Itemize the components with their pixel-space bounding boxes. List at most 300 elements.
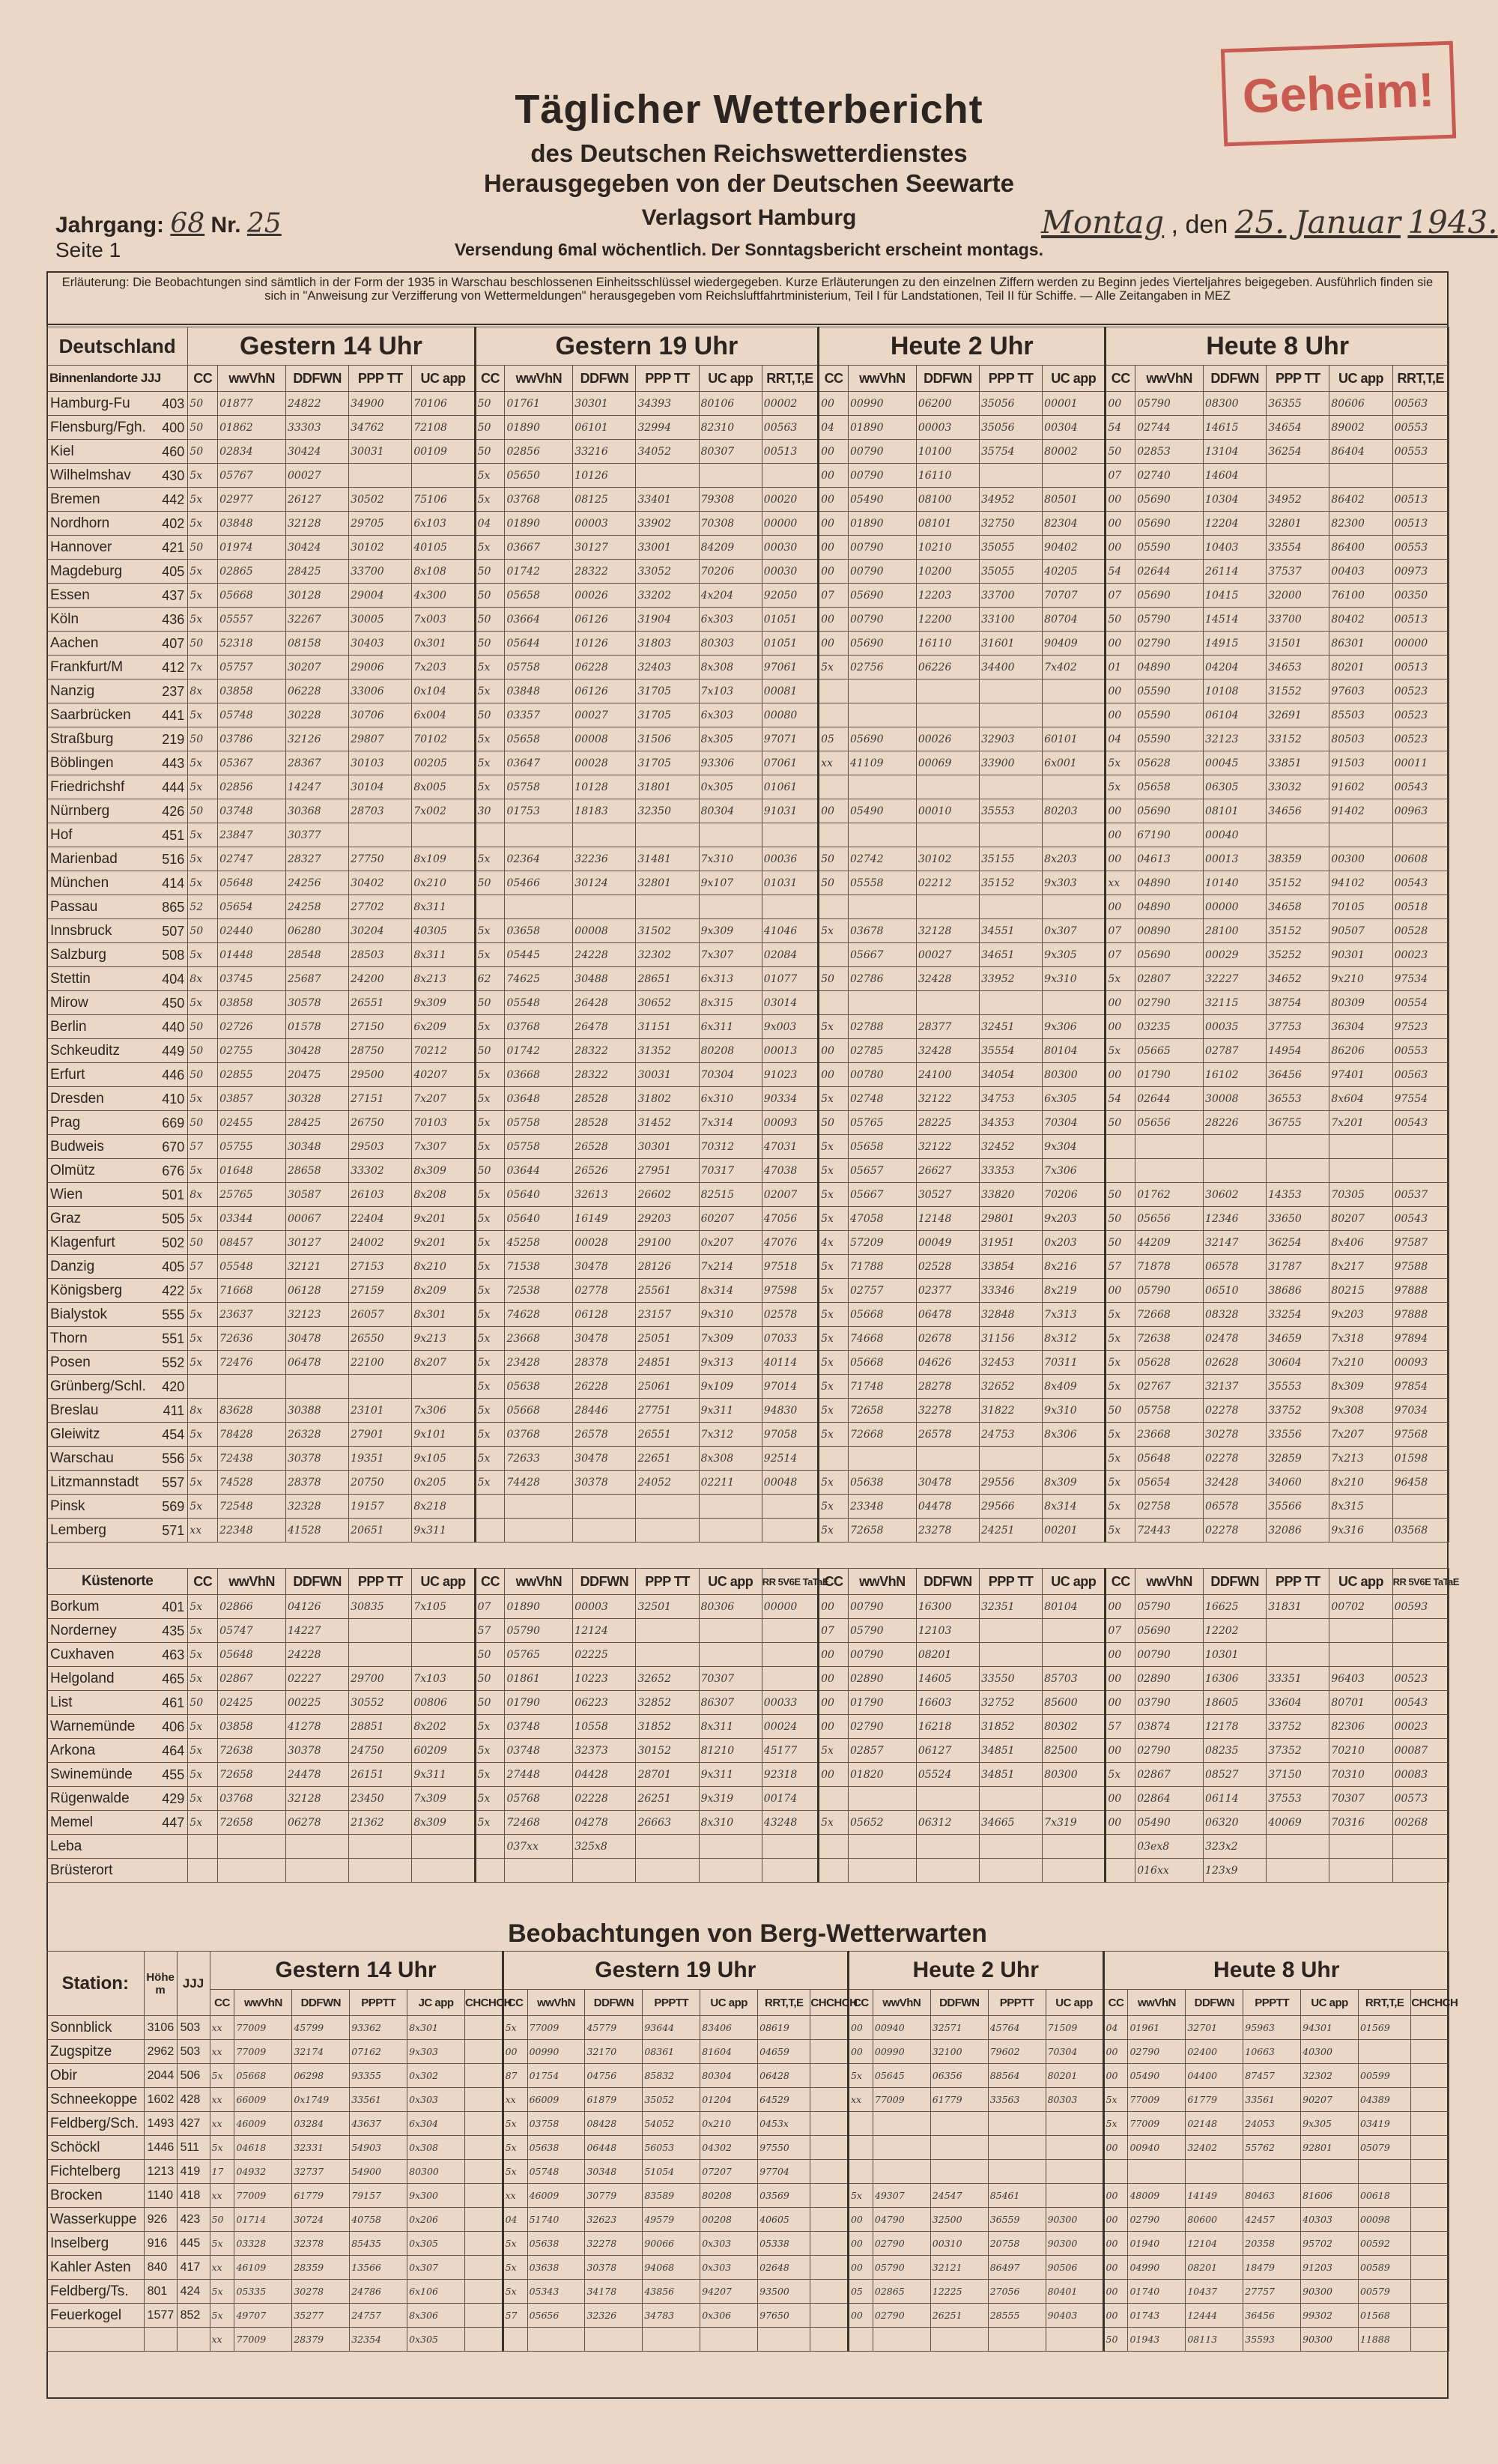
observation-value: 91602 bbox=[1329, 775, 1392, 799]
observation-value: 10415 bbox=[1204, 584, 1267, 608]
observation-value: 32373 bbox=[573, 1739, 636, 1763]
observation-value: 06226 bbox=[916, 656, 979, 679]
observation-value: 26750 bbox=[349, 1111, 412, 1135]
observation-value: 16110 bbox=[916, 632, 979, 656]
mountain-observation-value: 94068 bbox=[643, 2256, 700, 2280]
mountain-observation-value bbox=[1411, 2136, 1449, 2160]
observation-value bbox=[762, 1643, 818, 1667]
observation-value bbox=[286, 1375, 349, 1399]
observation-value: 9x310 bbox=[699, 1303, 762, 1327]
mountain-observation-value: 00599 bbox=[1359, 2064, 1411, 2088]
separator-cell bbox=[636, 1543, 699, 1569]
observation-value: 16300 bbox=[916, 1595, 979, 1619]
observation-value: 8x bbox=[188, 967, 218, 991]
mountain-observation-value: 01204 bbox=[700, 2088, 758, 2112]
mountain-observation-value: 24547 bbox=[930, 2184, 988, 2208]
station-jjj: 417 bbox=[177, 2256, 210, 2280]
observation-value: 05367 bbox=[218, 751, 286, 775]
column-header: UC app bbox=[412, 1569, 475, 1595]
observation-value: 81210 bbox=[699, 1739, 762, 1763]
column-header: RR 5V6E TaTaE bbox=[1392, 1569, 1449, 1595]
observation-value: 01051 bbox=[762, 632, 818, 656]
observation-value: 80302 bbox=[1043, 1715, 1106, 1739]
observation-value: 22100 bbox=[349, 1351, 412, 1375]
observation-value: 02977 bbox=[218, 488, 286, 512]
observation-value: 10301 bbox=[1204, 1643, 1267, 1667]
nr-value: 25 bbox=[246, 208, 282, 239]
berg-column-header: PPPTT bbox=[643, 1990, 700, 2016]
mountain-observation-value: 02790 bbox=[1128, 2040, 1186, 2064]
observation-value: 8x109 bbox=[412, 847, 475, 871]
observation-value: 5x bbox=[475, 943, 505, 967]
observation-value: 12178 bbox=[1204, 1715, 1267, 1739]
mountain-observation-value: 20358 bbox=[1243, 2232, 1301, 2256]
station-row bbox=[47, 1111, 1449, 1135]
observation-value: 00003 bbox=[916, 416, 979, 440]
observation-value: 00523 bbox=[1392, 1667, 1449, 1691]
observation-value bbox=[1043, 991, 1106, 1015]
mountain-observation-value: 33561 bbox=[1243, 2088, 1301, 2112]
separator-cell bbox=[218, 1543, 286, 1569]
column-header: wwVhN bbox=[849, 1569, 917, 1595]
observation-value: 8x311 bbox=[699, 1715, 762, 1739]
mountain-observation-value: 14149 bbox=[1186, 2184, 1243, 2208]
observation-value: 29100 bbox=[636, 1231, 699, 1255]
observation-value: 91503 bbox=[1329, 751, 1392, 775]
column-header: DDFWN bbox=[1204, 366, 1267, 392]
station-name-cell bbox=[47, 1787, 188, 1811]
observation-value: 33700 bbox=[980, 584, 1043, 608]
mountain-observation-value: 32402 bbox=[1186, 2136, 1243, 2160]
observation-value: 30424 bbox=[286, 440, 349, 464]
mountain-station-name: Feldberg/Sch. bbox=[47, 2112, 145, 2136]
station-name: Kiel bbox=[50, 443, 74, 459]
observation-value: 5x bbox=[819, 1087, 849, 1111]
group-header-heute8: Heute 8 Uhr bbox=[1106, 327, 1449, 366]
station-altitude: 2962 bbox=[144, 2040, 177, 2064]
observation-value: 8x315 bbox=[1329, 1495, 1392, 1519]
observation-value: 5x bbox=[188, 1715, 218, 1739]
observation-value bbox=[762, 1667, 818, 1691]
observation-value: 80306 bbox=[699, 1595, 762, 1619]
observation-value: 02278 bbox=[1204, 1519, 1267, 1543]
observation-value: 8x314 bbox=[1043, 1495, 1106, 1519]
observation-value: 00518 bbox=[1392, 895, 1449, 919]
mountain-observation-value: 80208 bbox=[700, 2184, 758, 2208]
mountain-observation-value: 80304 bbox=[700, 2064, 758, 2088]
mountain-observation-value: 90403 bbox=[1046, 2304, 1103, 2328]
observation-value: 24002 bbox=[349, 1231, 412, 1255]
observation-value: 05767 bbox=[218, 464, 286, 488]
observation-value: 5x bbox=[475, 1111, 505, 1135]
observation-value: 00109 bbox=[412, 440, 475, 464]
observation-value: 03344 bbox=[218, 1207, 286, 1231]
station-name-cell bbox=[47, 1135, 188, 1159]
observation-value: 05690 bbox=[1135, 584, 1204, 608]
observation-value: 00 bbox=[819, 512, 849, 536]
observation-value: 00563 bbox=[1392, 1063, 1449, 1087]
observation-value: 32652 bbox=[980, 1375, 1043, 1399]
mountain-observation-value: 0x210 bbox=[700, 2112, 758, 2136]
observation-value: 05648 bbox=[1135, 1447, 1204, 1471]
observation-value bbox=[1267, 464, 1329, 488]
observation-value: 28126 bbox=[636, 1255, 699, 1279]
observation-value: 00 bbox=[1106, 1787, 1135, 1811]
observation-value: 00174 bbox=[762, 1787, 818, 1811]
mountain-observation-value: 04 bbox=[503, 2208, 527, 2232]
mountain-observation-value: 45764 bbox=[988, 2016, 1046, 2040]
observation-value: 06228 bbox=[286, 679, 349, 703]
berg-column-header: DDFWN bbox=[930, 1990, 988, 2016]
observation-value: 8x213 bbox=[412, 967, 475, 991]
observation-value: 03786 bbox=[218, 727, 286, 751]
column-header: wwVhN bbox=[218, 366, 286, 392]
observation-value bbox=[849, 703, 917, 727]
observation-value: 05690 bbox=[849, 727, 917, 751]
station-name: Böblingen bbox=[50, 754, 114, 771]
observation-value: 10140 bbox=[1204, 871, 1267, 895]
mountain-observation-value: 04400 bbox=[1186, 2064, 1243, 2088]
mountain-observation-value: 07207 bbox=[700, 2160, 758, 2184]
observation-value bbox=[349, 823, 412, 847]
observation-value: 02890 bbox=[1135, 1667, 1204, 1691]
mountain-observation-value: 5x bbox=[210, 2064, 234, 2088]
observation-value bbox=[573, 895, 636, 919]
station-name-cell bbox=[47, 1327, 188, 1351]
observation-value: 04626 bbox=[916, 1351, 979, 1375]
observation-value: 00003 bbox=[573, 1595, 636, 1619]
observation-value: 82515 bbox=[699, 1183, 762, 1207]
berg-column-header: CHCHCH bbox=[1411, 1990, 1449, 2016]
observation-value: 27153 bbox=[349, 1255, 412, 1279]
observation-value: 02742 bbox=[849, 847, 917, 871]
observation-value: 0x305 bbox=[699, 775, 762, 799]
observation-value: 34651 bbox=[980, 943, 1043, 967]
station-name: Pinsk bbox=[50, 1498, 85, 1514]
observation-value: 32351 bbox=[980, 1595, 1043, 1619]
observation-value: 30378 bbox=[286, 1447, 349, 1471]
observation-value bbox=[1329, 823, 1392, 847]
observation-value: 24228 bbox=[286, 1643, 349, 1667]
observation-value: 05590 bbox=[1135, 536, 1204, 560]
observation-value: 92318 bbox=[762, 1763, 818, 1787]
observation-value bbox=[819, 703, 849, 727]
observation-value: 31501 bbox=[1267, 632, 1329, 656]
observation-value: 06126 bbox=[573, 679, 636, 703]
observation-value: 30103 bbox=[349, 751, 412, 775]
observation-value bbox=[916, 1835, 979, 1859]
observation-value: 50 bbox=[819, 1111, 849, 1135]
station-name-cell bbox=[47, 1039, 188, 1063]
station-altitude: 916 bbox=[144, 2232, 177, 2256]
observation-value: 50 bbox=[819, 847, 849, 871]
observation-value: 9x109 bbox=[699, 1375, 762, 1399]
observation-value: 92514 bbox=[762, 1447, 818, 1471]
observation-value: 03768 bbox=[505, 488, 573, 512]
station-name-cell bbox=[47, 823, 188, 847]
mountain-observation-value: 28555 bbox=[988, 2304, 1046, 2328]
mountain-observation-value: 17 bbox=[210, 2160, 234, 2184]
observation-value: 32428 bbox=[1204, 1471, 1267, 1495]
observation-value: 40305 bbox=[412, 919, 475, 943]
mountain-observation-value: 00 bbox=[1103, 2280, 1128, 2304]
observation-value: 34060 bbox=[1267, 1471, 1329, 1495]
observation-value: 24822 bbox=[286, 392, 349, 416]
station-name-cell bbox=[47, 632, 188, 656]
observation-value bbox=[980, 1643, 1043, 1667]
observation-value: 70206 bbox=[699, 560, 762, 584]
mountain-observation-value bbox=[1046, 2328, 1103, 2352]
observation-value: 72658 bbox=[849, 1399, 917, 1423]
observation-value: 5x bbox=[1106, 1519, 1135, 1543]
observation-value: 28226 bbox=[1204, 1111, 1267, 1135]
observation-value: 32801 bbox=[636, 871, 699, 895]
observation-value bbox=[1043, 1643, 1106, 1667]
observation-value: 97894 bbox=[1392, 1327, 1449, 1351]
observation-value: 14353 bbox=[1267, 1183, 1329, 1207]
observation-value: 05765 bbox=[505, 1643, 573, 1667]
observation-value bbox=[1204, 1159, 1267, 1183]
station-altitude: 2044 bbox=[144, 2064, 177, 2088]
observation-value: 80208 bbox=[699, 1039, 762, 1063]
mountain-observation-value bbox=[643, 2328, 700, 2352]
station-name: Stettin bbox=[50, 970, 91, 987]
mountain-observation-value: 77009 bbox=[234, 2040, 292, 2064]
mountain-station-name: Brocken bbox=[47, 2184, 145, 2208]
observation-value: 9x306 bbox=[1043, 1015, 1106, 1039]
observation-value: 26578 bbox=[916, 1423, 979, 1447]
observation-value: 5x bbox=[1106, 1039, 1135, 1063]
column-header: DDFWN bbox=[286, 1569, 349, 1595]
observation-value: 5x bbox=[475, 919, 505, 943]
observation-value: 85703 bbox=[1043, 1667, 1106, 1691]
mountain-observation-value bbox=[810, 2040, 849, 2064]
mountain-observation-value: 70304 bbox=[1046, 2040, 1103, 2064]
observation-value: 02278 bbox=[1204, 1399, 1267, 1423]
observation-value: 70212 bbox=[412, 1039, 475, 1063]
observation-value: 70317 bbox=[699, 1159, 762, 1183]
station-number: 219 bbox=[162, 732, 185, 747]
observation-value: 50 bbox=[188, 1111, 218, 1135]
station-number: 669 bbox=[162, 1116, 185, 1130]
observation-value: 50 bbox=[475, 416, 505, 440]
observation-value: 30604 bbox=[1267, 1351, 1329, 1375]
observation-value: 70102 bbox=[412, 727, 475, 751]
mountain-observation-value: 80300 bbox=[407, 2160, 465, 2184]
station-number: 464 bbox=[162, 1743, 185, 1758]
observation-value: 9x316 bbox=[1329, 1519, 1392, 1543]
mountain-observation-value: 8x301 bbox=[407, 2016, 465, 2040]
observation-value: 30104 bbox=[349, 775, 412, 799]
observation-value: 03014 bbox=[762, 991, 818, 1015]
observation-value: 41046 bbox=[762, 919, 818, 943]
station-name: Norderney bbox=[50, 1622, 117, 1638]
mountain-stations-title: Beobachtungen von Berg-Wetterwarten bbox=[508, 1919, 987, 1948]
observation-value: 31502 bbox=[636, 919, 699, 943]
observation-value: 05652 bbox=[849, 1811, 917, 1835]
mountain-observation-value: 32278 bbox=[585, 2232, 643, 2256]
observation-value: 02425 bbox=[218, 1691, 286, 1715]
mountain-observation-value: 32354 bbox=[350, 2328, 407, 2352]
station-name: Köln bbox=[50, 611, 79, 627]
observation-value: 03648 bbox=[505, 1087, 573, 1111]
mountain-observation-value: 04 bbox=[1103, 2016, 1128, 2040]
separator-cell bbox=[1329, 1543, 1392, 1569]
observation-value: 26328 bbox=[286, 1423, 349, 1447]
observation-value: 14915 bbox=[1204, 632, 1267, 656]
observation-value: 35754 bbox=[980, 440, 1043, 464]
observation-value: 10304 bbox=[1204, 488, 1267, 512]
mountain-observation-value bbox=[465, 2088, 503, 2112]
berg-column-header: CHCHCH bbox=[465, 1990, 503, 2016]
station-name: Nürnberg bbox=[50, 802, 110, 819]
observation-value: 31852 bbox=[636, 1715, 699, 1739]
station-name-cell bbox=[47, 1351, 188, 1375]
observation-value: 29801 bbox=[980, 1207, 1043, 1231]
observation-value: 5x bbox=[819, 919, 849, 943]
observation-value: 30031 bbox=[349, 440, 412, 464]
station-number: 569 bbox=[162, 1499, 185, 1514]
observation-value: 38754 bbox=[1267, 991, 1329, 1015]
observation-value bbox=[1204, 1135, 1267, 1159]
observation-value bbox=[573, 1495, 636, 1519]
observation-value: 94830 bbox=[762, 1399, 818, 1423]
mountain-observation-value: xx bbox=[848, 2088, 873, 2112]
observation-value: 02225 bbox=[573, 1643, 636, 1667]
observation-value: 10108 bbox=[1204, 679, 1267, 703]
observation-value: 08125 bbox=[573, 488, 636, 512]
observation-value: 5x bbox=[475, 1351, 505, 1375]
station-jjj: 418 bbox=[177, 2184, 210, 2208]
mountain-observation-value: 61779 bbox=[1186, 2088, 1243, 2112]
station-name-cell bbox=[47, 1279, 188, 1303]
observation-value bbox=[349, 1619, 412, 1643]
mountain-observation-value: 35277 bbox=[292, 2304, 350, 2328]
observation-value: 8x306 bbox=[1043, 1423, 1106, 1447]
mountain-observation-value: 85435 bbox=[350, 2232, 407, 2256]
mountain-observation-value: 5x bbox=[210, 2304, 234, 2328]
observation-value: 23101 bbox=[349, 1399, 412, 1423]
mountain-stations-table bbox=[46, 1951, 1458, 2352]
observation-value: 05690 bbox=[1135, 488, 1204, 512]
mountain-observation-value: 40605 bbox=[758, 2208, 810, 2232]
observation-value: 37150 bbox=[1267, 1763, 1329, 1787]
berg-column-header: CC bbox=[503, 1990, 527, 2016]
mountain-observation-value: 36559 bbox=[988, 2208, 1046, 2232]
station-jjj: 503 bbox=[177, 2016, 210, 2040]
mountain-observation-value bbox=[465, 2016, 503, 2040]
observation-value: 05650 bbox=[505, 464, 573, 488]
observation-value: 30005 bbox=[349, 608, 412, 632]
observation-value: 35155 bbox=[980, 847, 1043, 871]
mountain-observation-value: 45799 bbox=[292, 2016, 350, 2040]
observation-value: 47058 bbox=[849, 1207, 917, 1231]
observation-value bbox=[699, 1519, 762, 1543]
observation-value: 50 bbox=[475, 584, 505, 608]
mountain-observation-value: 77009 bbox=[527, 2016, 585, 2040]
observation-value: 32122 bbox=[916, 1087, 979, 1111]
observation-value: 34851 bbox=[980, 1739, 1043, 1763]
station-number: 407 bbox=[162, 636, 185, 651]
mountain-observation-value: 5x bbox=[503, 2256, 527, 2280]
mountain-observation-value: 07162 bbox=[350, 2040, 407, 2064]
observation-value: 02212 bbox=[916, 871, 979, 895]
observation-value: 32302 bbox=[636, 943, 699, 967]
observation-value: 5x bbox=[188, 775, 218, 799]
observation-value: 30124 bbox=[573, 871, 636, 895]
mountain-observation-value: xx bbox=[503, 2184, 527, 2208]
observation-value bbox=[980, 1859, 1043, 1883]
station-name: Cuxhaven bbox=[50, 1646, 115, 1662]
observation-value: 00 bbox=[819, 1763, 849, 1787]
observation-value: 02528 bbox=[916, 1255, 979, 1279]
observation-value: 31705 bbox=[636, 679, 699, 703]
observation-value: 00 bbox=[1106, 799, 1135, 823]
observation-value: 33700 bbox=[349, 560, 412, 584]
mountain-observation-value: 88564 bbox=[988, 2064, 1046, 2088]
observation-value: 01762 bbox=[1135, 1183, 1204, 1207]
observation-value bbox=[218, 1375, 286, 1399]
station-name-cell bbox=[47, 1667, 188, 1691]
observation-value: 03568 bbox=[1392, 1519, 1449, 1543]
station-name-cell bbox=[47, 536, 188, 560]
observation-value: 05765 bbox=[849, 1111, 917, 1135]
station-row bbox=[47, 512, 1449, 536]
observation-value: 86206 bbox=[1329, 1039, 1392, 1063]
observation-value: 05658 bbox=[505, 584, 573, 608]
observation-value bbox=[1392, 1835, 1449, 1859]
report-subtitle-2: Herausgegeben von der Deutschen Seewarte bbox=[484, 169, 1014, 197]
station-name-cell bbox=[47, 1643, 188, 1667]
mountain-observation-value bbox=[810, 2232, 849, 2256]
mountain-observation-value: 00 bbox=[1103, 2232, 1128, 2256]
mountain-observation-value bbox=[1411, 2088, 1449, 2112]
observation-value: 8x bbox=[188, 1399, 218, 1423]
observation-value: 72668 bbox=[1135, 1303, 1204, 1327]
observation-value: 35055 bbox=[980, 536, 1043, 560]
mountain-station-row bbox=[47, 2304, 1449, 2328]
station-name: Passau bbox=[50, 898, 98, 915]
mountain-observation-value: 24053 bbox=[1243, 2112, 1301, 2136]
observation-value: 26151 bbox=[349, 1763, 412, 1787]
observation-value: 05654 bbox=[218, 895, 286, 919]
observation-value: 03858 bbox=[218, 991, 286, 1015]
observation-value: 00026 bbox=[916, 727, 979, 751]
observation-value: 33752 bbox=[1267, 1399, 1329, 1423]
observation-value: 32848 bbox=[980, 1303, 1043, 1327]
column-header: CC bbox=[819, 366, 849, 392]
observation-value: 01861 bbox=[505, 1667, 573, 1691]
observation-value: 9x203 bbox=[1329, 1303, 1392, 1327]
mountain-observation-value: 10663 bbox=[1243, 2040, 1301, 2064]
mountain-observation-value: 06448 bbox=[585, 2136, 643, 2160]
observation-value: 34551 bbox=[980, 919, 1043, 943]
mountain-observation-value bbox=[1411, 2160, 1449, 2184]
observation-value: 91402 bbox=[1329, 799, 1392, 823]
separator-cell bbox=[412, 1543, 475, 1569]
observation-value: 016xx bbox=[1135, 1859, 1204, 1883]
observation-value: 06280 bbox=[286, 919, 349, 943]
observation-value: 50 bbox=[188, 392, 218, 416]
observation-value: 5x bbox=[475, 847, 505, 871]
observation-value: 47031 bbox=[762, 1135, 818, 1159]
observation-value: 9x107 bbox=[699, 871, 762, 895]
mountain-observation-value: 02400 bbox=[1186, 2040, 1243, 2064]
observation-value: 30128 bbox=[286, 584, 349, 608]
observation-value: 57 bbox=[1106, 1715, 1135, 1739]
observation-value: 00081 bbox=[762, 679, 818, 703]
observation-value: 06101 bbox=[573, 416, 636, 440]
